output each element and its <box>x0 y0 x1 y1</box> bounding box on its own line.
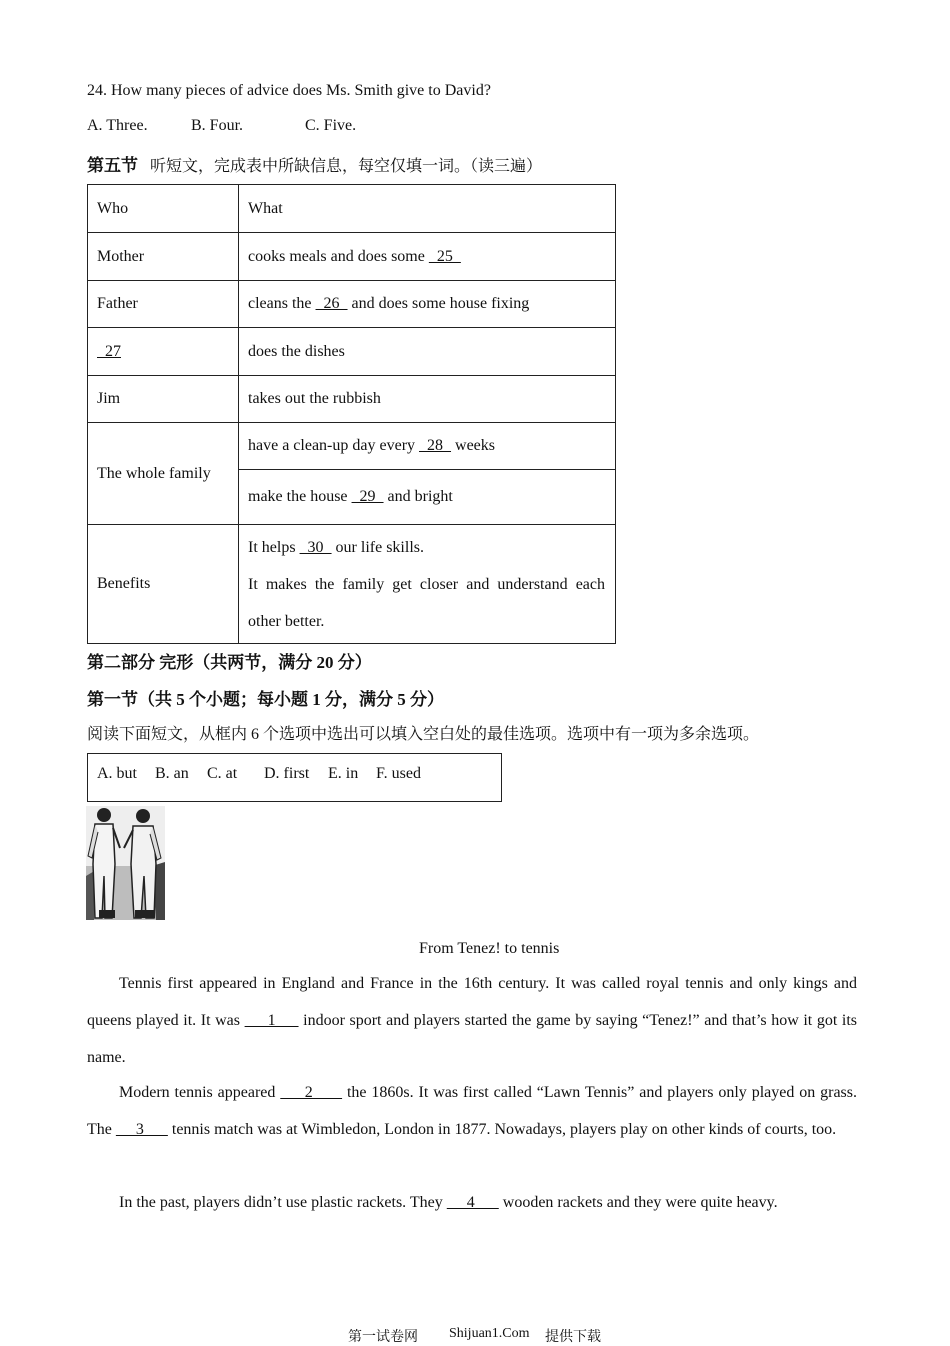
q24-option-b: B. Four. <box>191 117 244 134</box>
blank-4: 4 <box>446 1194 499 1211</box>
footer-site-en: Shijuan1.Com <box>449 1326 530 1341</box>
cell-who: The whole family <box>88 423 239 525</box>
footer-provide: 提供下载 <box>545 1330 601 1345</box>
table-row <box>88 185 616 233</box>
cell-who: Jim <box>88 376 239 423</box>
option-d: D. first <box>264 765 310 782</box>
cell-what: cooks meals and does some 25 <box>239 233 616 281</box>
table-row <box>88 233 616 281</box>
table-row <box>88 376 616 423</box>
cell-what: have a clean-up day every 28 weeks <box>239 423 616 470</box>
question-24: 24. How many pieces of advice does Ms. Smith give to David? <box>87 82 491 99</box>
blank-29: 29 <box>351 488 384 505</box>
blank-2: 2 <box>280 1084 343 1101</box>
options-box <box>87 753 502 802</box>
blank-26: 26 <box>315 295 348 312</box>
cell-what: cleans the 26 and does some house fixing <box>239 281 616 328</box>
option-c: C. at <box>207 765 238 782</box>
cell-what: make the house 29 and bright <box>239 470 616 525</box>
blank-25: 25 <box>428 247 461 265</box>
table-row <box>88 423 616 470</box>
tennis-players-photo <box>86 806 165 920</box>
table-row <box>88 525 616 644</box>
part2-instruction: 阅读下面短文，从框内 6 个选项中选出可以填入空白处的最佳选项。选项中有一项为多余选项。 <box>87 726 760 743</box>
section5-instruction: 听短文，完成表中所缺信息，每空仅填一词。（读三遍） <box>150 158 543 175</box>
option-b: B. an <box>155 765 189 782</box>
table-header-who: Who <box>88 185 239 233</box>
table-row <box>88 328 616 376</box>
part2-subtitle: 第一节（共 5 个小题；每小题 1 分，满分 5 分） <box>87 690 444 709</box>
table-row <box>88 281 616 328</box>
blank-28: 28 <box>419 437 452 454</box>
passage-paragraph-3: In the past, players didn’t use plastic rackets. They 4 wooden rackets and they were quite heavy. <box>119 1194 778 1211</box>
blank-27: 27 <box>97 342 121 360</box>
table-header-what: What <box>239 185 616 233</box>
option-e: E. in <box>328 765 359 782</box>
footer-site-cn: 第一试卷网 <box>348 1330 418 1345</box>
passage-paragraph-2: Modern tennis appeared 2 the 1860s. It was first called “Lawn Tennis” and players only played on grass. The 3 tennis match was at Wimbledon, London in 1877. Nowadays, players play on other kinds of courts, too. <box>87 1084 857 1138</box>
option-a: A. but <box>97 765 137 782</box>
benefits-text: It makes the family get closer and understand each other better. <box>248 575 605 630</box>
passage-title: From Tenez! to tennis <box>419 940 560 957</box>
section5-title: 第五节 <box>87 156 138 175</box>
q24-option-c: C. Five. <box>305 117 357 134</box>
option-f: F. used <box>376 765 421 782</box>
blank-30: 30 <box>299 538 332 556</box>
blank-1: 1 <box>244 1012 299 1029</box>
part2-title: 第二部分 完形（共两节，满分 20 分） <box>87 653 372 672</box>
cell-who: Benefits <box>88 525 239 644</box>
listening-table <box>87 184 616 644</box>
cell-who <box>88 328 239 376</box>
cell-who: Mother <box>88 233 239 281</box>
cell-what: takes out the rubbish <box>239 376 616 423</box>
blank-3: 3 <box>115 1121 168 1138</box>
passage-paragraph-1: Tennis first appeared in England and France in the 16th century. It was called royal tennis and only kings and queens played it. It was 1 indoor sport and players started the game by saying “Tenez!” and that’s how it got its name. <box>87 975 857 1066</box>
cell-who: Father <box>88 281 239 328</box>
section5-heading <box>87 151 542 176</box>
q24-option-a: A. Three. <box>87 117 148 134</box>
cell-what: does the dishes <box>239 328 616 376</box>
cell-what: It helps 30 our life skills. It makes the family get closer and understand each other better. <box>239 525 616 644</box>
